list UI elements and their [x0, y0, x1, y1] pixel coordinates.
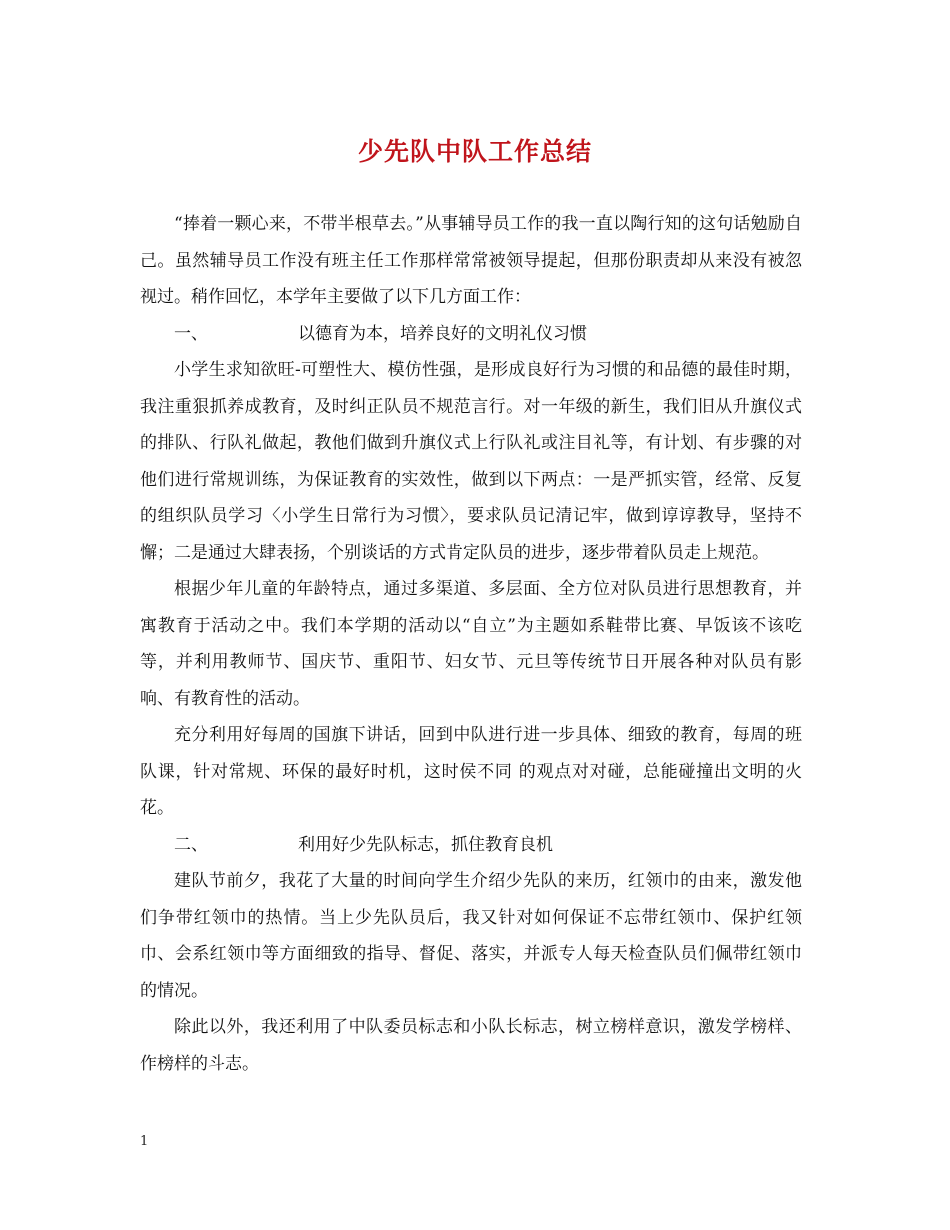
document-body — [140, 206, 802, 1082]
section-heading-text: 以德育为本，培养良好的文明礼仪习惯 — [298, 323, 587, 344]
section-number: 一、 — [174, 323, 208, 344]
paragraph: 除此以外，我还利用了中队委员标志和小队长标志，树立榜样意识，激发学榜样、作榜样的斗志。 — [140, 1017, 802, 1074]
paragraph: 小学生求知欲旺-可塑性大、模仿性强，是形成良好行为习惯的和品德的最佳时期，我注重狠抓养成教育，及时纠正队员不规范言行。对一年级的新生，我们旧从升旗仪式的排队、行队礼做起，教他们做到升旗仪式上行队礼或注目礼等，有计划、有步骤的对他们进行常规训练，为保证教育的实效性，做到以下两点：一是严抓实管，经常、反复的组织队员学习〈小学生日常行为习惯〉，要求队员记清记牢，做到谆谆教导，坚持不懈；二是通过大肆表扬，个别谈话的方式肯定队员的进步，逐步带着队员走上规范。 — [140, 360, 802, 563]
paragraph: 充分利用好每周的国旗下讲话，回到中队进行进一步具体、细致的教育，每周的班队课，针对常规、环保的最好时机，这时侯不同 的观点对对碰，总能碰撞出文明的火花。 — [140, 725, 802, 818]
section-number: 二、 — [174, 834, 208, 855]
section-heading-text: 利用好少先队标志，抓住教育良机 — [298, 834, 553, 855]
section-heading-2 — [140, 827, 802, 864]
section-heading-1 — [140, 316, 802, 353]
page-number: 1 — [140, 1134, 149, 1149]
paragraph-intro: “捧着一颗心来，不带半根草去。”从事辅导员工作的我一直以陶行知的这句话勉励自己。虽然辅导员工作没有班主任工作那样常常被领导提起，但那份职责却从来没有被忽视过。稍作回忆，本学年主要做了以下几方面工作： — [140, 214, 802, 307]
document-title: 少先队中队工作总结 — [357, 137, 592, 166]
paragraph: 建队节前夕，我花了大量的时间向学生介绍少先队的来历，红领巾的由来，激发他们争带红领巾的热情。当上少先队员后，我又针对如何保证不忘带红领巾、保护红领巾、会系红领巾等方面细致的指导、督促、落实，并派专人每天检查队员们佩带红领巾的情况。 — [140, 871, 802, 1001]
paragraph: 根据少年儿童的年龄特点，通过多渠道、多层面、全方位对队员进行思想教育，并寓教育于活动之中。我们本学期的活动以“自立”为主题如系鞋带比赛、早饭该不该吃等，并利用教师节、国庆节、重阳节、妇女节、元旦等传统节日开展各种对队员有影响、有教育性的活动。 — [140, 579, 802, 709]
